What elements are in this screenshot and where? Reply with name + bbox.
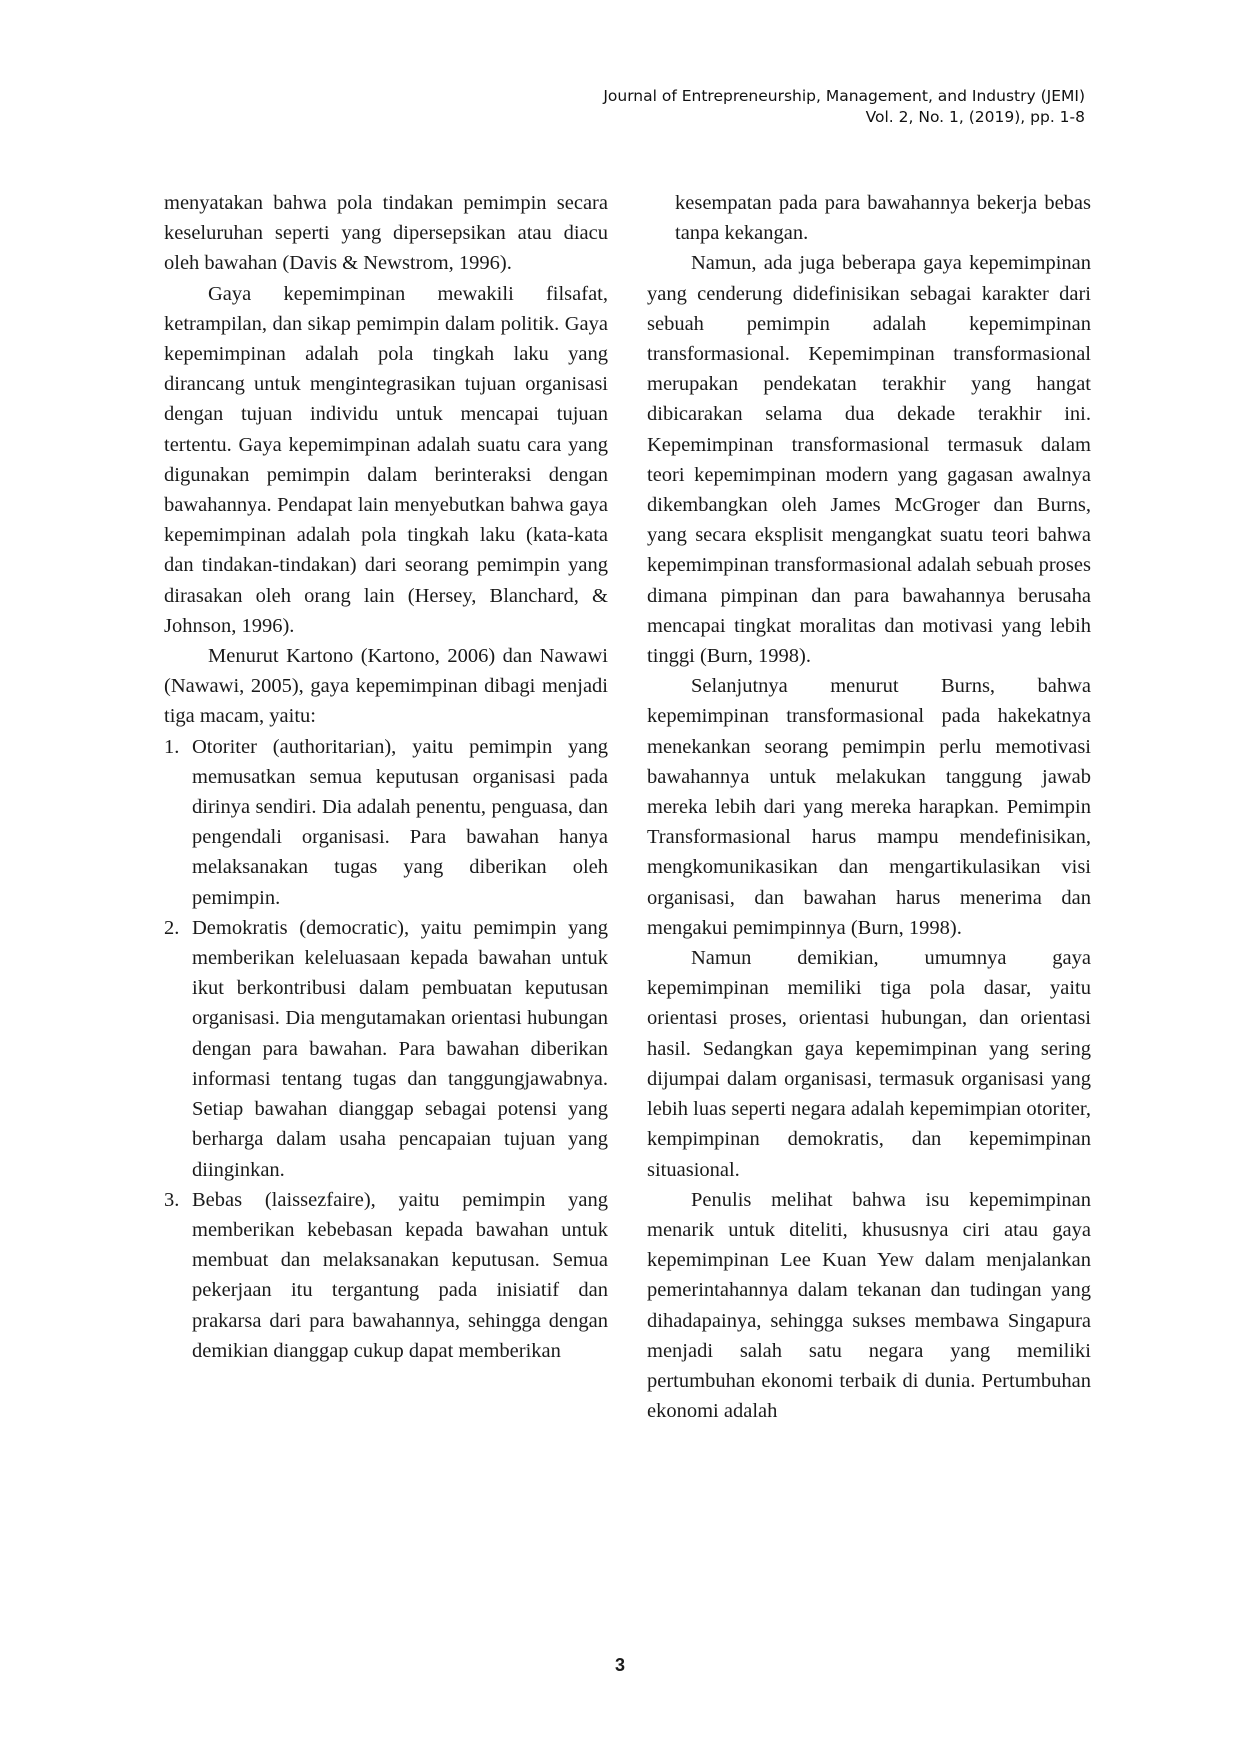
list-item-text: Demokratis (democratic), yaitu pemimpin yang memberikan keleluasaan kepada bawahan untuk ikut berkontribusi dalam pembuatan keputusan organisasi. Dia mengutamakan orientasi hubungan dengan para bawahan. Para bawahan diberikan informasi tentang tugas dan tanggungjawabnya. Setiap bawahan dianggap sebagai potensi yang berharga dalam usaha pencapaian tujuan yang diinginkan.: [192, 916, 608, 1181]
list-number: 1.: [164, 735, 180, 758]
list-item-text: Bebas (laissezfaire), yaitu pemimpin yang memberikan kebebasan kepada bawahan untuk membuat dan melaksanakan keputusan. Semua pekerjaan itu tergantung pada inisiatif dan prakarsa dari para bawahannya, sehingga dengan demikian dianggap cukup dapat memberikan: [192, 1188, 608, 1362]
volume-info: Vol. 2, No. 1, (2019), pp. 1-8: [865, 108, 1085, 126]
list-number: 2.: [164, 916, 180, 939]
paragraph: Penulis melihat bahwa isu kepemimpinan menarik untuk diteliti, khususnya ciri atau gaya kepemimpinan Lee Kuan Yew dalam menjalankan pemerintahannya dalam tekanan dan tudingan yang dihadapainya, sehingga sukses membawa Singapura menjadi salah satu negara yang memiliki pertumbuhan ekonomi terbaik di dunia. Pertumbuhan ekonomi adalah: [647, 1188, 1091, 1423]
right-column: [647, 188, 1091, 1426]
list-item: [164, 732, 608, 913]
paragraph: menyatakan bahwa pola tindakan pemimpin secara keseluruhan seperti yang dipersepsikan atau diacu oleh bawahan (Davis & Newstrom, 1996).: [164, 192, 608, 275]
list-item: [164, 1185, 608, 1366]
list-item: [164, 913, 608, 1185]
paragraph: Namun, ada juga beberapa gaya kepemimpinan yang cenderung didefinisikan sebagai karakter dari sebuah pemimpin adalah kepemimpinan transformasional. Kepemimpinan transformasional merupakan pendekatan terakhir yang hangat dibicarakan selama dua dekade terakhir ini. Kepemimpinan transformasional termasuk dalam teori kepemimpinan modern yang gagasan awalnya dikembangkan oleh James McGroger dan Burns, yang secara eksplisit mengangkat suatu teori bahwa kepemimpinan transformasional adalah sebuah proses dimana pimpinan dan para bawahannya berusaha mencapai tingkat moralitas dan motivasi yang lebih tinggi (Burn, 1998).: [647, 252, 1091, 668]
leadership-style-list: [164, 732, 608, 1366]
journal-title: Journal of Entrepreneurship, Management, and Industry (JEMI): [603, 87, 1085, 105]
paragraph-continuation: kesempatan pada para bawahannya bekerja bebas tanpa kekangan.: [675, 192, 1091, 245]
page-number: 3: [614, 1655, 625, 1675]
paragraph: Gaya kepemimpinan mewakili filsafat, ketrampilan, dan sikap pemimpin dalam politik. Gaya kepemimpinan adalah pola tingkah laku yang dirancang untuk mengintegrasikan tujuan organisasi dengan tujuan individu untuk mencapai tujuan tertentu. Gaya kepemimpinan adalah suatu cara yang digunakan pemimpin dalam berinteraksi dengan bawahannya. Pendapat lain menyebutkan bahwa gaya kepemimpinan adalah pola tingkah laku (kata-kata dan tindakan-tindakan) dari seorang pemimpin yang dirasakan oleh orang lain (Hersey, Blanchard, & Johnson, 1996).: [164, 282, 608, 637]
paragraph: Selanjutnya menurut Burns, bahwa kepemimpinan transformasional pada hakekatnya menekankan seorang pemimpin perlu memotivasi bawahannya untuk melakukan tanggung jawab mereka lebih dari yang mereka harapkan. Pemimpin Transformasional harus mampu mendefinisikan, mengkomunikasikan dan mengartikulasikan visi organisasi, dan bawahan harus menerima dan mengakui pemimpinnya (Burn, 1998).: [647, 675, 1091, 939]
list-number: 3.: [164, 1188, 180, 1211]
paragraph: Menurut Kartono (Kartono, 2006) dan Nawawi (Nawawi, 2005), gaya kepemimpinan dibagi menjadi tiga macam, yaitu:: [164, 645, 608, 728]
paragraph: Namun demikian, umumnya gaya kepemimpinan memiliki tiga pola dasar, yaitu orientasi proses, orientasi hubungan, dan orientasi hasil. Sedangkan gaya kepemimpinan yang sering dijumpai dalam organisasi, termasuk organisasi yang lebih luas seperti negara adalah kepemimpian otoriter, kempimpinan demokratis, dan kepemimpinan situasional.: [647, 947, 1091, 1181]
list-item-text: Otoriter (authoritarian), yaitu pemimpin yang memusatkan semua keputusan organisasi pada dirinya sendiri. Dia adalah penentu, penguasa, dan pengendali organisasi. Para bawahan hanya melaksanakan tugas yang diberikan oleh pemimpin.: [192, 735, 608, 909]
left-column: [164, 188, 608, 1366]
running-header: [603, 86, 1085, 128]
